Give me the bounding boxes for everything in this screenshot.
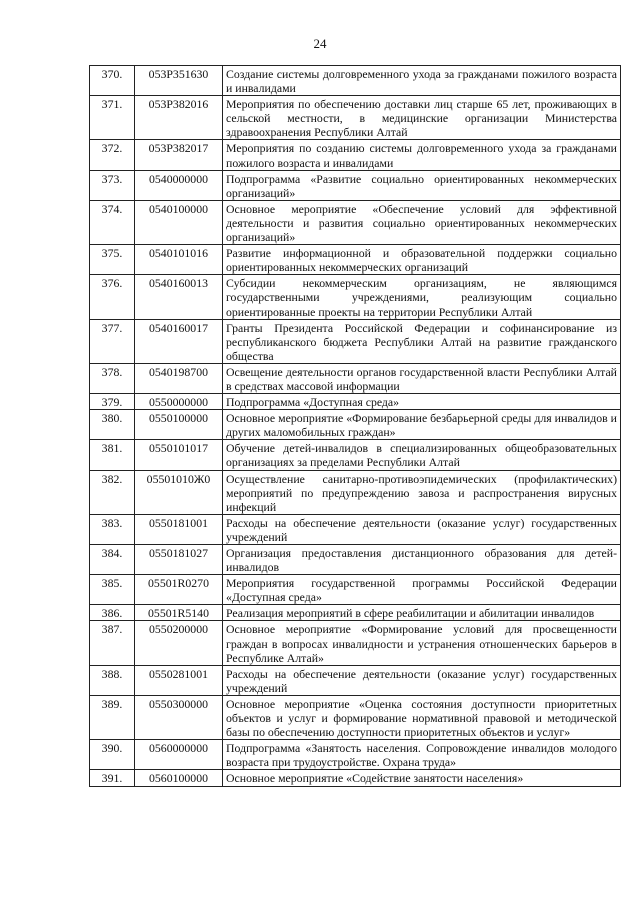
table-row [90,605,621,621]
row-code: 0540101016 [135,245,223,275]
row-number: 387. [90,621,135,665]
row-code: 0550101017 [135,440,223,470]
table-row [90,394,621,410]
row-code: 0550181001 [135,514,223,544]
row-number: 377. [90,319,135,363]
table-row [90,440,621,470]
row-description: Основное мероприятие «Обеспечение условий для эффективной деятельности и развития социально ориентированных некоммерческих организаций» [223,200,621,244]
row-number: 374. [90,200,135,244]
row-number: 385. [90,575,135,605]
row-number: 376. [90,275,135,319]
row-description: Подпрограмма «Занятость населения. Сопровождение инвалидов молодого возраста при трудоустройстве. Охрана труда» [223,740,621,770]
row-number: 384. [90,545,135,575]
row-description: Подпрограмма «Доступная среда» [223,394,621,410]
row-description: Основное мероприятие «Формирование безбарьерной среды для инвалидов и других маломобильных граждан» [223,410,621,440]
row-code: 0550200000 [135,621,223,665]
row-code: 0550281001 [135,665,223,695]
row-description: Создание системы долговременного ухода за гражданами пожилого возраста и инвалидами [223,66,621,96]
row-number: 391. [90,770,135,786]
row-description: Организация предоставления дистанционного образования для детей-инвалидов [223,545,621,575]
table-row [90,363,621,393]
row-code: 0540160017 [135,319,223,363]
row-description: Мероприятия по обеспечению доставки лиц старше 65 лет, проживающих в сельской местности, в медицинские организации Министерства здравоохранения Республики Алтай [223,96,621,140]
row-description: Развитие информационной и образовательной поддержки социально ориентированных некоммерческих организаций [223,245,621,275]
row-code: 0550181027 [135,545,223,575]
row-number: 388. [90,665,135,695]
row-description: Осуществление санитарно-противоэпидемических (профилактических) мероприятий по предупреждению завоза и распространения вирусных инфекций [223,470,621,514]
row-description: Мероприятия по созданию системы долговременного ухода за гражданами пожилого возраста и инвалидами [223,140,621,170]
row-code: 0550300000 [135,695,223,739]
row-description: Основное мероприятие «Оценка состояния доступности приоритетных объектов и услуг и формирование нормативной правовой и методической базы по обеспечению доступности приоритетных объектов и услуг» [223,695,621,739]
row-description: Расходы на обеспечение деятельности (оказание услуг) государственных учреждений [223,514,621,544]
row-number: 380. [90,410,135,440]
row-number: 381. [90,440,135,470]
table-row [90,410,621,440]
row-code: 0550100000 [135,410,223,440]
table-row [90,66,621,96]
row-description: Подпрограмма «Развитие социально ориентированных некоммерческих организаций» [223,170,621,200]
row-number: 370. [90,66,135,96]
row-code: 0540198700 [135,363,223,393]
table-row [90,470,621,514]
row-number: 375. [90,245,135,275]
row-code: 05501R0270 [135,575,223,605]
row-number: 389. [90,695,135,739]
table-row [90,245,621,275]
row-description: Освещение деятельности органов государственной власти Республики Алтай в средствах массовой информации [223,363,621,393]
row-description: Мероприятия государственной программы Российской Федерации «Доступная среда» [223,575,621,605]
table-body [90,66,621,787]
row-number: 386. [90,605,135,621]
table-row [90,665,621,695]
row-code: 0560100000 [135,770,223,786]
row-number: 373. [90,170,135,200]
row-description: Обучение детей-инвалидов в специализированных общеобразовательных организациях за пределами Республики Алтай [223,440,621,470]
row-code: 0560000000 [135,740,223,770]
table-row [90,695,621,739]
row-code: 0540000000 [135,170,223,200]
row-code: 05501010Ж0 [135,470,223,514]
table-row [90,545,621,575]
row-description: Субсидии некоммерческим организациям, не являющимся государственными учреждениями, реализующим социально ориентированные проекты на территории Республики Алтай [223,275,621,319]
table-row [90,200,621,244]
row-code: 053P382017 [135,140,223,170]
row-number: 383. [90,514,135,544]
row-code: 0540160013 [135,275,223,319]
row-code: 0540100000 [135,200,223,244]
row-description: Гранты Президента Российской Федерации и софинансирование из республиканского бюджета Республики Алтай на развитие гражданского общества [223,319,621,363]
table-row [90,575,621,605]
row-description: Реализация мероприятий в сфере реабилитации и абилитации инвалидов [223,605,621,621]
table-row [90,96,621,140]
table-row [90,275,621,319]
table-row [90,514,621,544]
table-row [90,770,621,786]
row-code: 053P351630 [135,66,223,96]
row-code: 05501R5140 [135,605,223,621]
table-row [90,740,621,770]
row-number: 372. [90,140,135,170]
row-description: Основное мероприятие «Содействие занятости населения» [223,770,621,786]
row-number: 371. [90,96,135,140]
page-number: 24 [313,36,327,51]
row-description: Основное мероприятие «Формирование условий для просвещенности граждан в вопросах инвалидности и устранения отношенческих барьеров в Республике Алтай» [223,621,621,665]
row-code: 0550000000 [135,394,223,410]
row-code: 053P382016 [135,96,223,140]
row-description: Расходы на обеспечение деятельности (оказание услуг) государственных учреждений [223,665,621,695]
budget-code-table [89,65,621,787]
row-number: 382. [90,470,135,514]
table-row [90,140,621,170]
table-row [90,621,621,665]
row-number: 390. [90,740,135,770]
table-row [90,170,621,200]
row-number: 378. [90,363,135,393]
table-row [90,319,621,363]
row-number: 379. [90,394,135,410]
